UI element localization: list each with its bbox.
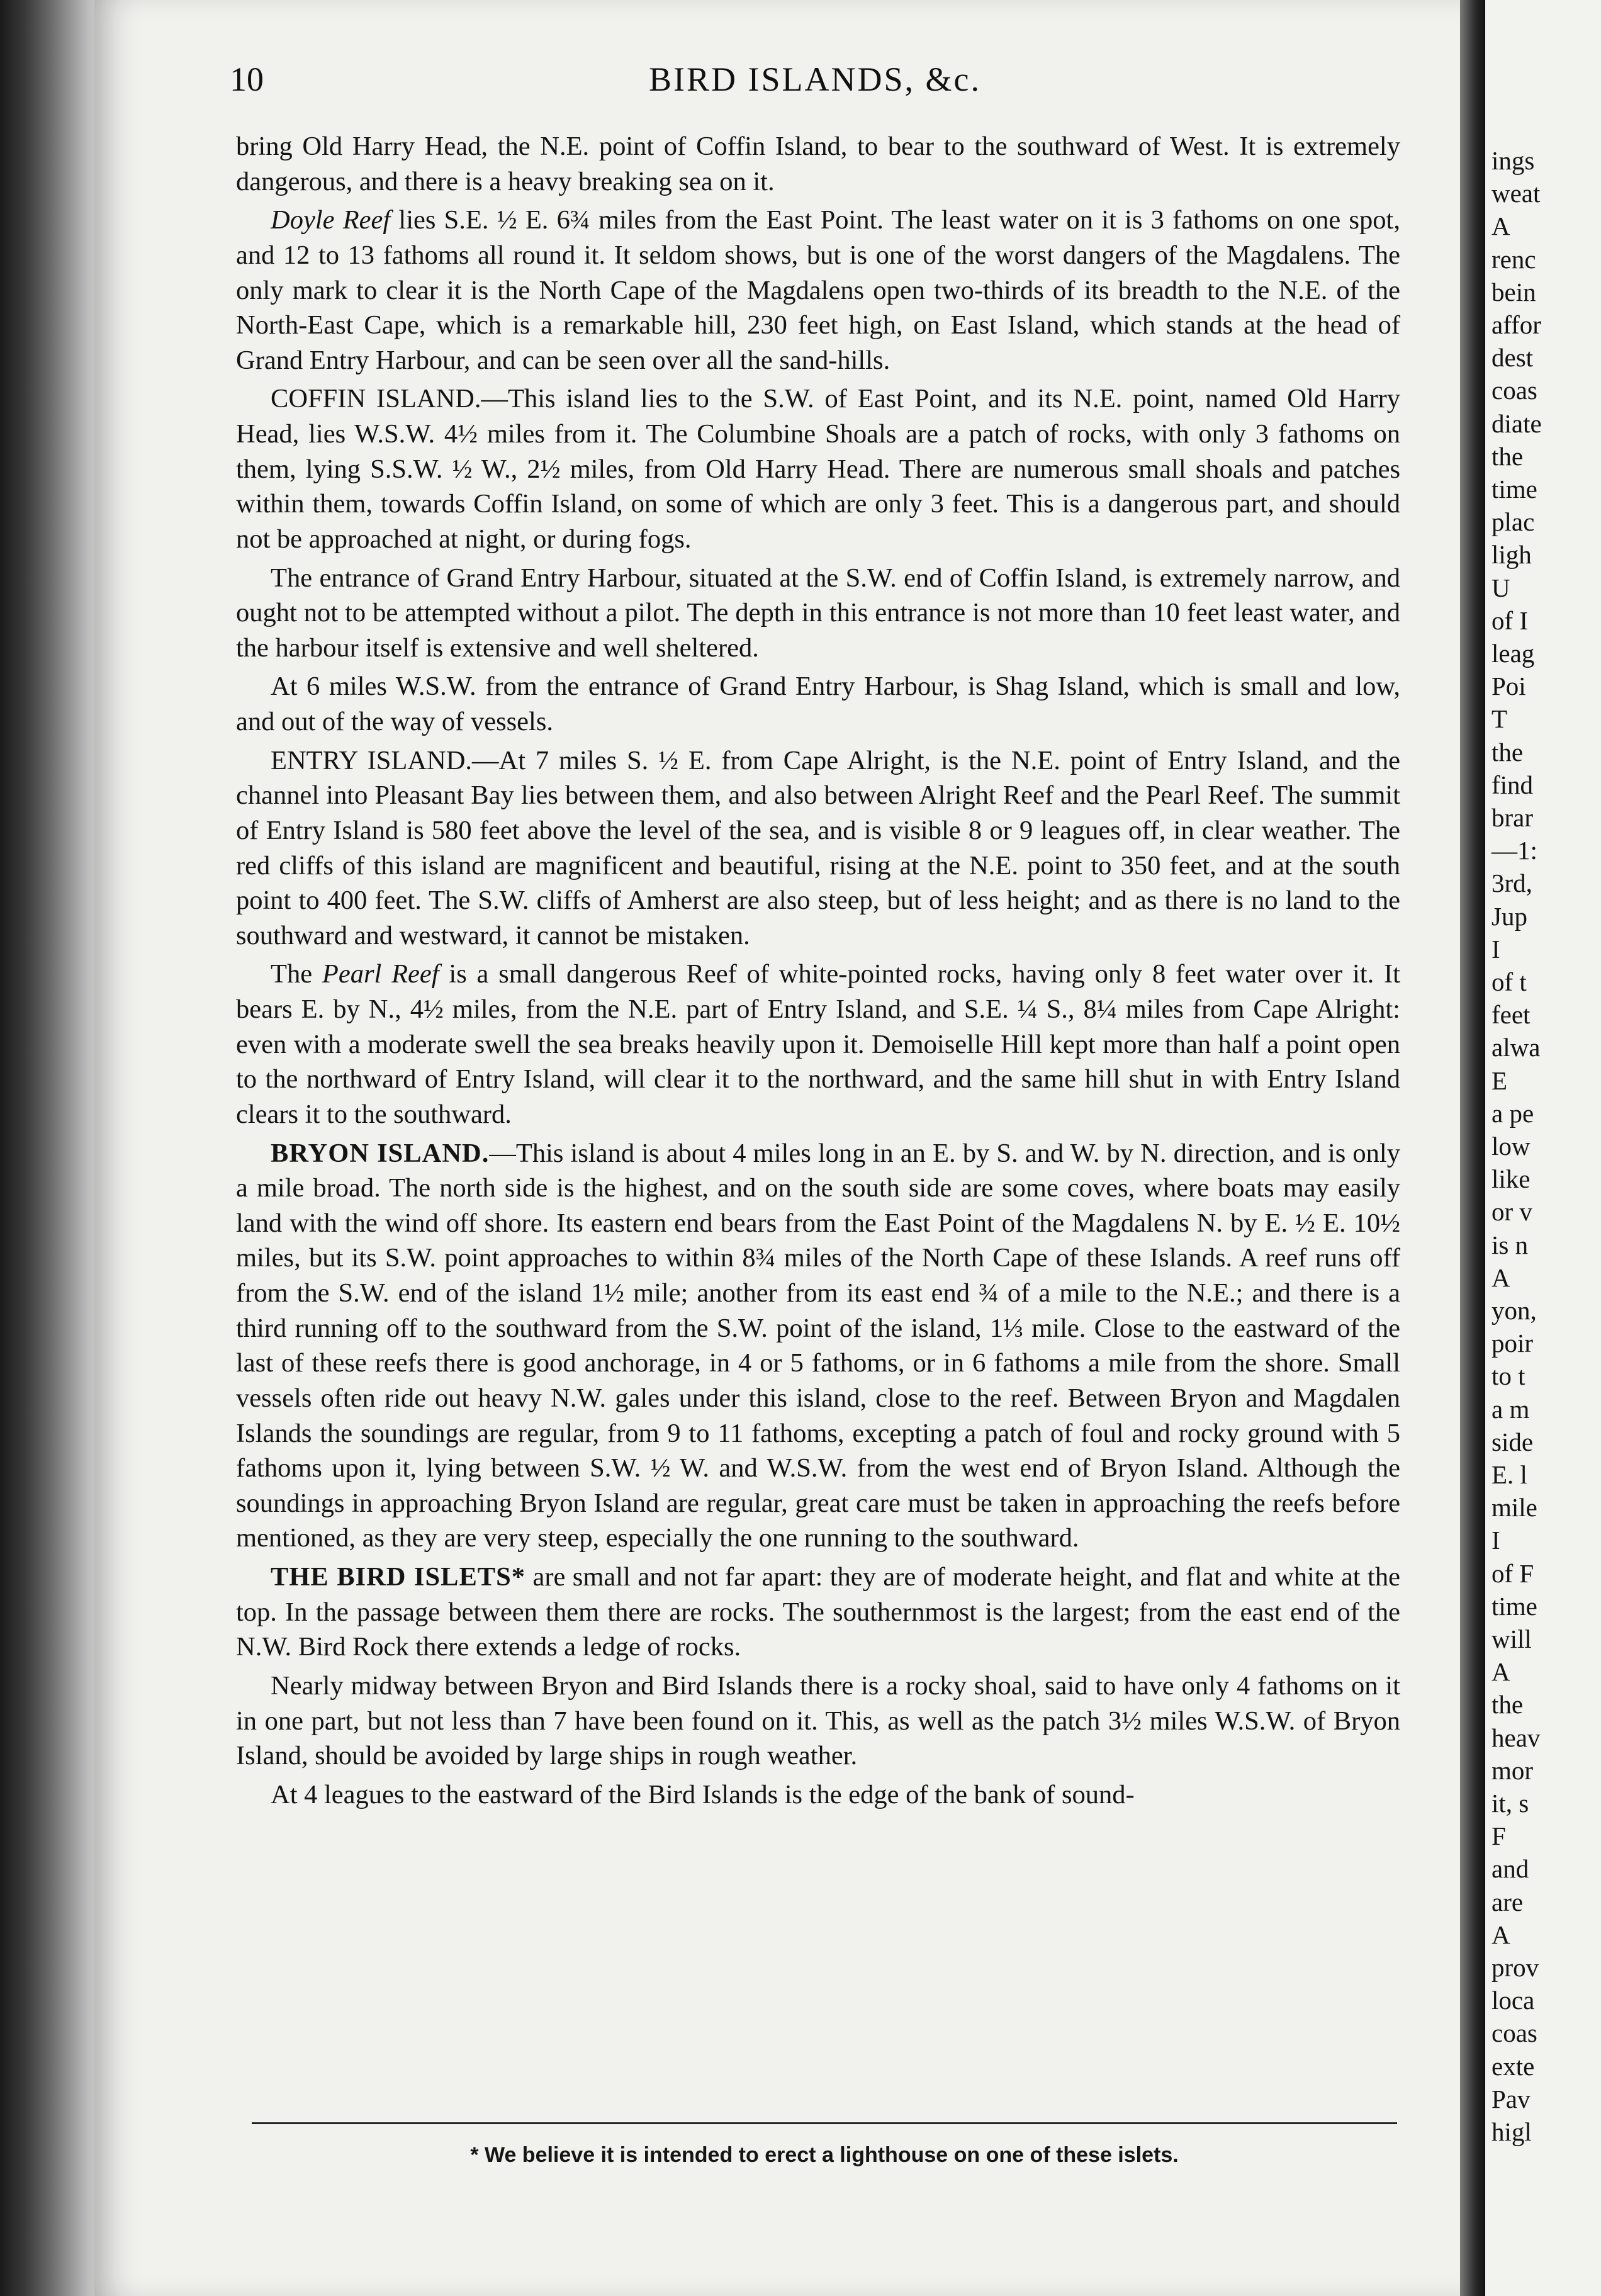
adjacent-page-fragment: is n xyxy=(1491,1230,1529,1259)
adjacent-page-fragment: alwa xyxy=(1491,1033,1541,1062)
paragraph-text: —This island is about 4 miles long in an E. by S. and W. by N. direction, and is only a mile broad. The north side is the highest, and on the south side are some coves, where boats may easily land with the wind off shore. Its eastern end bears from the East Point of the Magdalens N. by E. ½ E. 10½ miles, but its S.W. point approaches to within 8¾ miles of the North Cape of these Islands. A reef runs off from the S.W. end of the island 1½ mile; another from its east end ¾ of a mile to the N.E.; and there is a third running off to the southward from the S.W. point of the island, 1⅓ mile. Close to the eastward of the last of these reefs there is good anchorage, in 4 or 5 fathoms, or in 6 fathoms a mile from the shore. Small vessels often ride out heavy N.W. gales under this island, close to the reef. Between Bryon and Magdalen Islands the soundings are regular, from 9 to 11 fathoms, excepting a patch of foul and rocky ground with 5 fathoms upon it, lying between S.W. ½ W. and W.S.W. from the west end of Bryon Island. Although the soundings in approaching Bryon Island are regular, great care must be taken in approaching the reefs before mentioned, as they are very steep, especially the one running to the southward. xyxy=(236,1138,1400,1553)
adjacent-page-fragment: E xyxy=(1491,1066,1508,1095)
adjacent-page-fragment: A xyxy=(1491,1920,1510,1949)
footnote: * We believe it is intended to erect a lighthouse on one of these islets. xyxy=(470,2143,1179,2167)
paragraph-text: Nearly midway between Bryon and Bird Islands there is a rocky shoal, said to have only 4 fathoms on it in one part, but not less than 7 have been found on it. This, as well as the patch 3½ miles W.S.W. of Bryon Island, should be avoided by large ships in rough weather. xyxy=(236,1670,1400,1771)
adjacent-page-fragment: dest xyxy=(1491,343,1534,373)
adjacent-page-fragment: Jup xyxy=(1491,901,1527,931)
adjacent-page-fragment: U xyxy=(1491,573,1510,602)
adjacent-page-fragment: higl xyxy=(1491,2117,1532,2146)
adjacent-page-fragment: renc xyxy=(1491,244,1536,274)
adjacent-page-fragment: ligh xyxy=(1491,540,1532,570)
adjacent-page-fragment: I xyxy=(1491,1526,1500,1555)
adjacent-page-fragment: bein xyxy=(1491,277,1536,307)
paragraph xyxy=(236,381,1400,556)
adjacent-page-fragment: coas xyxy=(1491,2018,1537,2048)
adjacent-page-fragment: coas xyxy=(1491,376,1537,405)
adjacent-page-fragment: time xyxy=(1491,475,1537,504)
paragraph xyxy=(236,957,1400,1132)
adjacent-page-fragment: are xyxy=(1491,1887,1524,1916)
paragraph xyxy=(236,1669,1400,1774)
adjacent-page-fragment: Poi xyxy=(1491,672,1526,701)
adjacent-page-fragment: E. l xyxy=(1491,1460,1527,1489)
adjacent-page-fragment: prov xyxy=(1491,1953,1539,1982)
adjacent-page-fragment: mile xyxy=(1491,1493,1537,1522)
paragraph-text: lies S.E. ½ E. 6¾ miles from the East Point. The least water on it is 3 fathoms on one spot, and 12 to 13 fathoms all round it. It seldom shows, but is one of the worst dangers of the Magdalens. The only mark to clear it is the North Cape of the Magdalens open two-thirds of its breadth to the N.E. of the North-East Cape, which is a remarkable hill, 230 feet high, on East Island, which stands at the head of Grand Entry Harbour, and can be seen over all the sand-hills. xyxy=(236,205,1400,375)
adjacent-page-fragment: find xyxy=(1491,770,1534,799)
running-head: BIRD ISLANDS, &c. xyxy=(648,60,981,98)
adjacent-page-fragment: of t xyxy=(1491,967,1527,996)
footnote-rule xyxy=(252,2122,1397,2124)
adjacent-page-fragment: weat xyxy=(1491,179,1541,208)
section-heading: THE BIRD ISLETS* xyxy=(271,1562,526,1592)
paragraph xyxy=(236,1777,1400,1813)
adjacent-page-fragment: yon, xyxy=(1491,1296,1537,1325)
paragraph xyxy=(236,1560,1400,1665)
adjacent-page-fragment: to t xyxy=(1491,1361,1525,1391)
paragraph-text: The entrance of Grand Entry Harbour, situated at the S.W. end of Coffin Island, is extremely narrow, and ought not to be attempted without a pilot. The depth in this entrance is not more than 10 feet least water, and the harbour itself is extensive and well sheltered. xyxy=(236,563,1400,663)
italic-lead: Doyle Reef xyxy=(271,205,391,235)
adjacent-page-fragment: loca xyxy=(1491,1986,1535,2015)
adjacent-page-fragment: of F xyxy=(1491,1558,1534,1588)
adjacent-page-fragment: a m xyxy=(1491,1394,1530,1424)
paragraph-text: COFFIN ISLAND.—This island lies to the S.W. of East Point, and its N.E. point, named Old Harry Head, lies W.S.W. 4½ miles from it. The Columbine Shoals are a patch of rocks, with only 3 fathoms on them, lying S.S.W. ½ W., 2½ miles, from Old Harry Head. There are numerous small shoals and patches within them, towards Coffin Island, on some of which are only 3 feet. This is a dangerous part, and should not be approached at night, or during fogs. xyxy=(236,384,1400,554)
adjacent-page-fragment: low xyxy=(1491,1132,1531,1161)
adjacent-page-fragment: feet xyxy=(1491,1000,1531,1030)
adjacent-page-fragment: and xyxy=(1491,1854,1529,1884)
adjacent-page-fragment: the xyxy=(1491,1690,1524,1719)
adjacent-page-fragment: 3rd, xyxy=(1491,869,1532,898)
paragraph xyxy=(236,203,1400,378)
adjacent-page-fragment: affor xyxy=(1491,310,1541,339)
adjacent-page-fragment: will xyxy=(1491,1624,1532,1653)
adjacent-page-fragment: Pav xyxy=(1491,2084,1531,2113)
adjacent-page-fragment: of I xyxy=(1491,605,1529,635)
paragraph-text: are small and not far apart: they are of moderate height, and flat and white at the top. In the passage between them there are rocks. The southernmost is the largest; from the east end of the N.W. Bird Rock there extends a ledge of rocks. xyxy=(236,1562,1400,1662)
adjacent-page-fragment: —1: xyxy=(1491,836,1537,865)
paragraph xyxy=(236,1136,1400,1556)
adjacent-page-fragment: or v xyxy=(1491,1197,1532,1227)
paragraph xyxy=(236,669,1400,739)
adjacent-page-fragment: poir xyxy=(1491,1329,1534,1358)
adjacent-page-fragment: like xyxy=(1491,1164,1531,1194)
adjacent-page-fragment: heav xyxy=(1491,1723,1541,1752)
adjacent-page-fragment: leag xyxy=(1491,639,1535,668)
adjacent-page-fragment: exte xyxy=(1491,2051,1535,2081)
page-number: 10 xyxy=(230,60,264,98)
adjacent-page-fragment: side xyxy=(1491,1427,1534,1456)
paragraph-text: ENTRY ISLAND.—At 7 miles S. ½ E. from Cape Alright, is the N.E. point of Entry Island, and the channel into Pleasant Bay lies between them, and also between Alright Reef and the Pearl Reef. The summit of Entry Island is 580 feet above the level of the sea, and is visible 8 or 9 leagues off, in clear weather. The red cliffs of this island are magnificent and beautiful, rising at the N.E. point to 350 feet, and at the south point to 400 feet. The S.W. cliffs of Amherst are also steep, but of less height; and as there is no land to the southward and westward, it cannot be mistaken. xyxy=(236,745,1400,950)
adjacent-page-fragment: I xyxy=(1491,934,1500,964)
page-header xyxy=(230,60,1400,110)
adjacent-page-fragment: it, s xyxy=(1491,1789,1529,1818)
adjacent-page-fragment: brar xyxy=(1491,803,1534,832)
body-text xyxy=(236,129,1400,1816)
adjacent-page-fragment: a pe xyxy=(1491,1098,1534,1128)
adjacent-page-fragment: F xyxy=(1491,1821,1506,1851)
paragraph-text: is a small dangerous Reef of white-pointed rocks, having only 8 feet water over it. It bears E. by N., 4½ miles, from the N.E. part of Entry Island, and S.E. ¼ S., 8¼ miles from Cape Alright: even with a moderate swell the sea breaks heavily upon it. Demoiselle Hill kept more than half a point open to the northward of Entry Island, will clear it to the northward, and the same hill shut in with Entry Island clears it to the southward. xyxy=(236,959,1400,1129)
section-heading: BRYON ISLAND. xyxy=(271,1138,490,1168)
adjacent-page-edge xyxy=(1485,0,1601,2296)
adjacent-page-fragment: diate xyxy=(1491,408,1542,438)
adjacent-page-fragment: the xyxy=(1491,441,1524,471)
adjacent-page-fragment: plac xyxy=(1491,507,1535,537)
paragraph xyxy=(236,743,1400,954)
adjacent-page-fragment: A xyxy=(1491,1657,1510,1687)
paragraph-text: At 6 miles W.S.W. from the entrance of Grand Entry Harbour, is Shag Island, which is small and low, and out of the way of vessels. xyxy=(236,672,1400,736)
paragraph xyxy=(236,129,1400,199)
adjacent-page-fragment: the xyxy=(1491,737,1524,767)
adjacent-page-fragment: mor xyxy=(1491,1755,1534,1785)
adjacent-page-fragment: T xyxy=(1491,704,1508,734)
adjacent-page-fragment: A xyxy=(1491,211,1510,241)
adjacent-page-fragment: A xyxy=(1491,1263,1510,1292)
page-gutter xyxy=(1460,0,1485,2296)
paragraph-prefix: The xyxy=(271,959,322,989)
paragraph xyxy=(236,561,1400,666)
adjacent-page-fragment: time xyxy=(1491,1591,1537,1621)
paragraph-text: bring Old Harry Head, the N.E. point of Coffin Island, to bear to the southward of West. It is extremely dangerous, and there is a heavy breaking sea on it. xyxy=(236,132,1400,196)
italic-lead: Pearl Reef xyxy=(322,959,439,989)
adjacent-page-fragment: ings xyxy=(1491,146,1535,175)
paragraph-text: At 4 leagues to the eastward of the Bird Islands is the edge of the bank of sound- xyxy=(271,1779,1135,1809)
